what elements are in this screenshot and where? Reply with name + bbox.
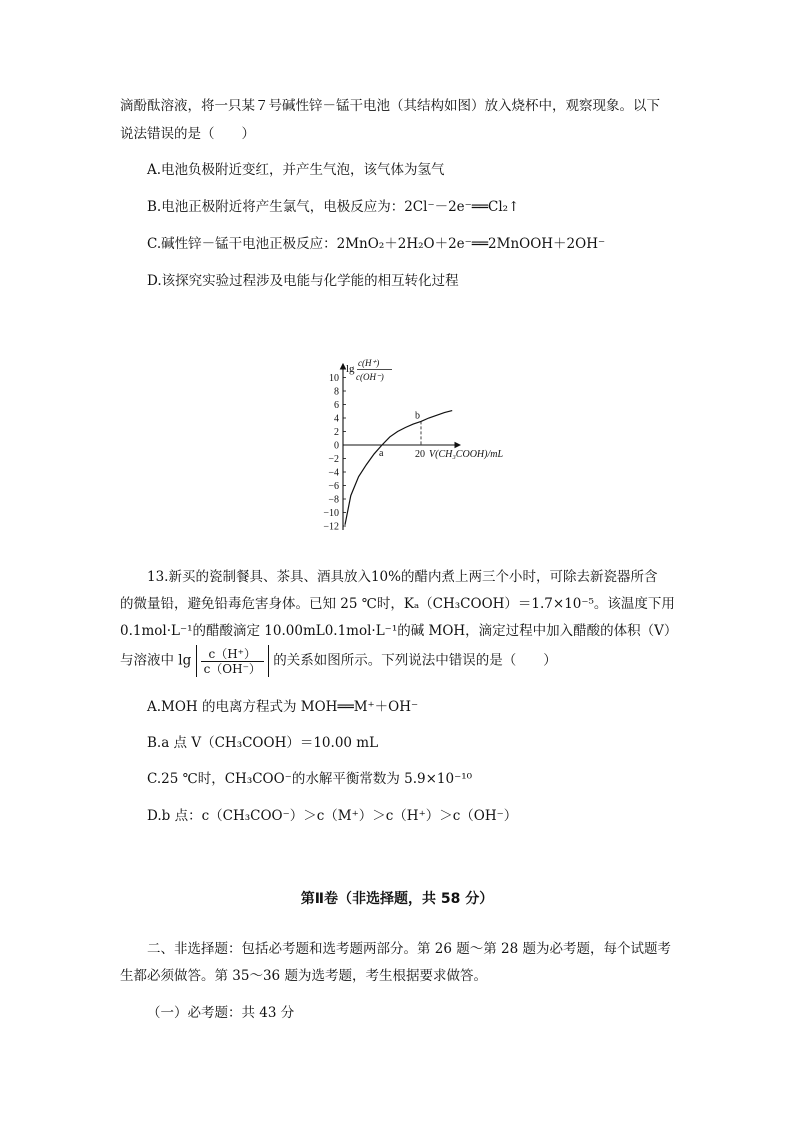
q13-option-d: D.b 点：c（CH₃COO⁻）＞c（M⁺）＞c（H⁺）＞c（OH⁻） [147,808,518,824]
x-tick-label-20: 20 [415,449,425,460]
part2-line-3: （一）必考题：共 43 分 [147,1005,295,1021]
y-tick-label: 4 [334,413,339,425]
titration-chart [300,350,520,540]
fraction-denominator: c（OH⁻） [203,661,261,676]
section-heading: 第Ⅱ卷（非选择题，共 58 分） [300,891,494,907]
y-tick-label: −4 [328,467,339,479]
q13-line-4 [120,644,557,677]
q13-line-2: 的微量铅，避免铅毒危害身体。已知 25 ℃时，Kₐ（CH₃COOH）＝1.7×10⁻⁵。该温度下用 [120,596,675,612]
q13-log-fraction [196,645,269,677]
q12-option-b: B.电池正极附近将产生氯气，电极反应为：2Cl⁻－2e⁻══Cl₂↑ [147,199,520,215]
q12-option-a: A.电池负极附近变红，并产生气泡，该气体为氢气 [147,162,445,178]
intro-line-2: 说法错误的是（ ） [120,126,255,142]
fraction-numerator: c（H⁺） [201,647,264,662]
y-tick-label: −12 [323,521,339,533]
y-tick-label: −8 [328,494,339,506]
y-tick-label: 6 [334,400,339,411]
q12-option-c: C.碱性锌－锰干电池正极反应：2MnO₂＋2H₂O＋2e⁻══2MnOOH＋2OH⁻ [147,236,606,252]
y-tick-label: 8 [334,386,339,398]
y-tick-label: 10 [329,373,339,384]
point-a-label: a [379,448,384,459]
part2-line-1: 二、非选择题：包括必考题和选考题两部分。第 26 题～第 28 题为必考题，每个试题考 [147,941,672,957]
q13-line-1: 13.新买的瓷制餐具、茶具、酒具放入10%的醋内煮上两三个小时，可除去新瓷器所含 [147,569,658,585]
q13-line-4-suffix: 的关系如图所示。下列说法中错误的是（ ） [273,652,557,669]
q13-line-3: 0.1mol·L⁻¹的醋酸滴定 10.00mL0.1mol·L⁻¹的碱 MOH，滴定过程中加入醋酸的体积（V） [120,623,678,639]
point-b-label: b [415,410,420,422]
q13-option-a: A.MOH 的电离方程式为 MOH══M⁺＋OH⁻ [147,699,419,715]
intro-line-1: 滴酚酞溶液，将一只某７号碱性锌－锰干电池（其结构如图）放入烧杯中，观察现象。以下 [120,98,660,114]
x-axis-label: V(CH₃COOH)/mL [429,449,504,460]
y-axis-label-numerator: c(H⁺) [358,358,380,368]
titration-curve [345,411,452,525]
part2-line-2: 生都必须做答。第 35～36 题为选考题，考生根据要求做答。 [120,968,487,984]
y-tick-label: −10 [323,508,339,519]
y-tick-label: −2 [328,454,339,465]
q12-option-d: D.该探究实验过程涉及电能与化学能的相互转化过程 [147,273,459,289]
y-tick-label: −6 [328,481,339,492]
q13-line-4-prefix: 与溶液中 lg [120,652,192,669]
y-tick-label: 2 [334,427,339,438]
y-axis-label-denominator: c(OH⁻) [356,372,384,382]
y-axis-label-prefix: lg [346,363,355,375]
y-tick-label: 0 [334,440,339,452]
q13-option-b: B.a 点 V（CH₃COOH）＝10.00 mL [147,735,379,751]
q13-option-c: C.25 ℃时，CH₃COO⁻的水解平衡常数为 5.9×10⁻¹⁰ [147,771,473,787]
